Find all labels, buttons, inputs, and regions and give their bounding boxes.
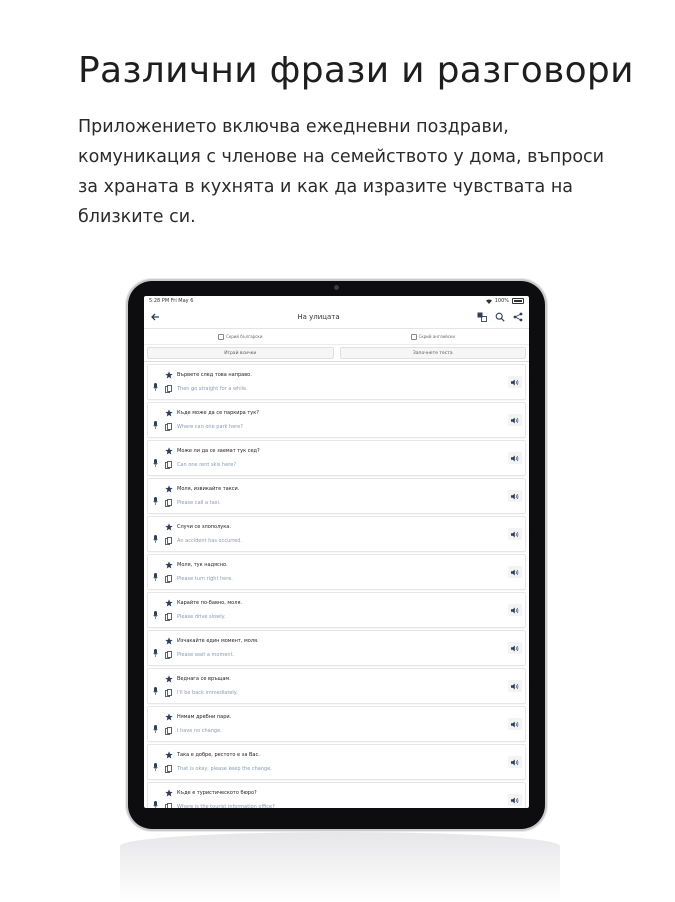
microphone-icon[interactable]: [153, 383, 158, 391]
copy-icon[interactable]: [165, 727, 172, 735]
copy-icon[interactable]: [165, 613, 172, 621]
start-test-button[interactable]: Започнете теста: [340, 347, 527, 359]
speaker-button[interactable]: [508, 642, 522, 654]
status-bar: [144, 296, 529, 306]
search-icon[interactable]: [495, 312, 505, 322]
star-icon[interactable]: [165, 789, 173, 797]
phrase-bulgarian: Може ли да се заемат тук сед?: [177, 448, 260, 454]
phrase-row[interactable]: [147, 478, 526, 514]
speaker-icon: [511, 531, 519, 538]
hide-bulgarian-checkbox[interactable]: [218, 334, 224, 340]
phrase-bulgarian: Случи се злополука.: [177, 524, 231, 530]
speaker-button[interactable]: [508, 452, 522, 464]
camera-dot: [334, 285, 339, 290]
status-time: 5:28 PM: [149, 298, 170, 304]
speaker-icon: [511, 721, 519, 728]
phrase-row[interactable]: [147, 554, 526, 590]
hide-bulgarian-option[interactable]: [144, 334, 337, 340]
speaker-icon: [511, 797, 519, 804]
microphone-icon[interactable]: [153, 459, 158, 467]
phrase-bulgarian: Изчакайте един момент, моля.: [177, 638, 259, 644]
speaker-icon: [511, 493, 519, 500]
copy-icon[interactable]: [165, 423, 172, 431]
star-icon[interactable]: [165, 485, 173, 493]
app-screen: [144, 296, 529, 808]
page-description: Приложението включва ежедневни поздрави, комуникация с членове на семейството у дома, въпроси за храната в кухнята и как да изразите чувствата на близките си.: [78, 117, 605, 227]
speaker-button[interactable]: [508, 528, 522, 540]
hide-english-option[interactable]: [337, 334, 530, 340]
phrase-row[interactable]: [147, 744, 526, 780]
phrase-row[interactable]: [147, 630, 526, 666]
copy-icon[interactable]: [165, 461, 172, 469]
copy-icon[interactable]: [165, 499, 172, 507]
nav-bar: [144, 306, 529, 329]
options-bar: [144, 329, 529, 345]
star-icon[interactable]: [165, 447, 173, 455]
speaker-icon: [511, 569, 519, 576]
copy-icon[interactable]: [165, 689, 172, 697]
speaker-button[interactable]: [508, 490, 522, 502]
phrase-english: Please turn right here.: [177, 576, 233, 582]
phrase-row[interactable]: [147, 668, 526, 704]
phrase-english: Please call a taxi.: [177, 500, 221, 506]
tablet-reflection: [120, 832, 560, 902]
phrase-row[interactable]: [147, 592, 526, 628]
phrase-english: Where can one park here?: [177, 424, 243, 430]
speaker-button[interactable]: [508, 794, 522, 806]
battery-icon: [512, 298, 524, 304]
microphone-icon[interactable]: [153, 421, 158, 429]
microphone-icon[interactable]: [153, 611, 158, 619]
phrase-bulgarian: Веднага се връщам.: [177, 676, 231, 682]
copy-icon[interactable]: [165, 765, 172, 773]
phrase-english: Please wait a moment.: [177, 652, 235, 658]
star-icon[interactable]: [165, 675, 173, 683]
star-icon[interactable]: [165, 637, 173, 645]
phrase-english: Where is the tourist information office?: [177, 804, 275, 808]
speaker-icon: [511, 607, 519, 614]
microphone-icon[interactable]: [153, 649, 158, 657]
star-icon[interactable]: [165, 713, 173, 721]
microphone-icon[interactable]: [153, 497, 158, 505]
phrase-bulgarian: Къде може да се паркира тук?: [177, 410, 259, 416]
phrase-english: That is okay, please keep the change.: [177, 766, 272, 772]
hide-bulgarian-label: Скрий български: [226, 334, 263, 339]
copy-icon[interactable]: [165, 575, 172, 583]
microphone-icon[interactable]: [153, 535, 158, 543]
phrase-english: Can one rent skis here?: [177, 462, 236, 468]
phrase-english: Then go straight for a while.: [177, 386, 248, 392]
speaker-icon: [511, 683, 519, 690]
phrase-bulgarian: Моля, извикайте такси.: [177, 486, 240, 492]
speaker-icon: [511, 379, 519, 386]
action-tabs: [144, 345, 529, 362]
phrase-bulgarian: Вървете след това направо.: [177, 372, 252, 378]
speaker-icon: [511, 417, 519, 424]
copy-icon[interactable]: [165, 803, 172, 808]
phrase-english: Please drive slowly.: [177, 614, 226, 620]
speaker-icon: [511, 645, 519, 652]
phrase-row[interactable]: [147, 782, 526, 808]
phrase-bulgarian: Карайте по-бавно, моля.: [177, 600, 243, 606]
microphone-icon[interactable]: [153, 573, 158, 581]
speaker-button[interactable]: [508, 604, 522, 616]
hide-english-checkbox[interactable]: [411, 334, 417, 340]
speaker-button[interactable]: [508, 376, 522, 388]
wifi-icon: [486, 299, 492, 304]
phrase-bulgarian: Нямам дребни пари.: [177, 714, 232, 720]
nav-title: На улицата: [297, 313, 340, 321]
battery-percent: 100%: [494, 298, 509, 304]
phrase-english: An accident has occurred.: [177, 538, 243, 544]
copy-icon[interactable]: [165, 537, 172, 545]
phrase-row[interactable]: [147, 516, 526, 552]
status-date: Fri May 6: [170, 298, 194, 304]
phrase-bulgarian: Къде е туристическото бюро?: [177, 790, 257, 796]
copy-icon[interactable]: [165, 651, 172, 659]
hide-english-label: Скрий английски: [418, 334, 455, 339]
phrase-row[interactable]: [147, 402, 526, 438]
star-icon[interactable]: [165, 599, 173, 607]
microphone-icon[interactable]: [153, 801, 158, 808]
phrase-list: [144, 364, 529, 808]
microphone-icon[interactable]: [153, 763, 158, 771]
phrase-english: I have no change.: [177, 728, 222, 734]
speaker-icon: [511, 759, 519, 766]
star-icon[interactable]: [165, 409, 173, 417]
star-icon[interactable]: [165, 751, 173, 759]
speaker-button[interactable]: [508, 718, 522, 730]
star-icon[interactable]: [165, 523, 173, 531]
speaker-button[interactable]: [508, 756, 522, 768]
play-all-button[interactable]: Играй всички: [147, 347, 334, 359]
phrase-english: I'll be back immediately.: [177, 690, 238, 696]
page-headline: Различни фрази и разговори: [78, 50, 634, 91]
star-icon[interactable]: [165, 371, 173, 379]
tablet-frame: [128, 281, 545, 829]
copy-icon[interactable]: [165, 385, 172, 393]
microphone-icon[interactable]: [153, 725, 158, 733]
phrase-row[interactable]: [147, 364, 526, 400]
share-icon[interactable]: [513, 312, 523, 322]
speaker-button[interactable]: [508, 566, 522, 578]
star-icon[interactable]: [165, 561, 173, 569]
speaker-button[interactable]: [508, 680, 522, 692]
translate-icon[interactable]: [477, 312, 487, 322]
speaker-button[interactable]: [508, 414, 522, 426]
speaker-icon: [511, 455, 519, 462]
phrase-bulgarian: Моля, тук надясно.: [177, 562, 228, 568]
microphone-icon[interactable]: [153, 687, 158, 695]
phrase-row[interactable]: [147, 706, 526, 742]
phrase-row[interactable]: [147, 440, 526, 476]
back-arrow-icon[interactable]: [150, 312, 160, 322]
phrase-bulgarian: Така е добре, рестото е за Вас.: [177, 752, 260, 758]
